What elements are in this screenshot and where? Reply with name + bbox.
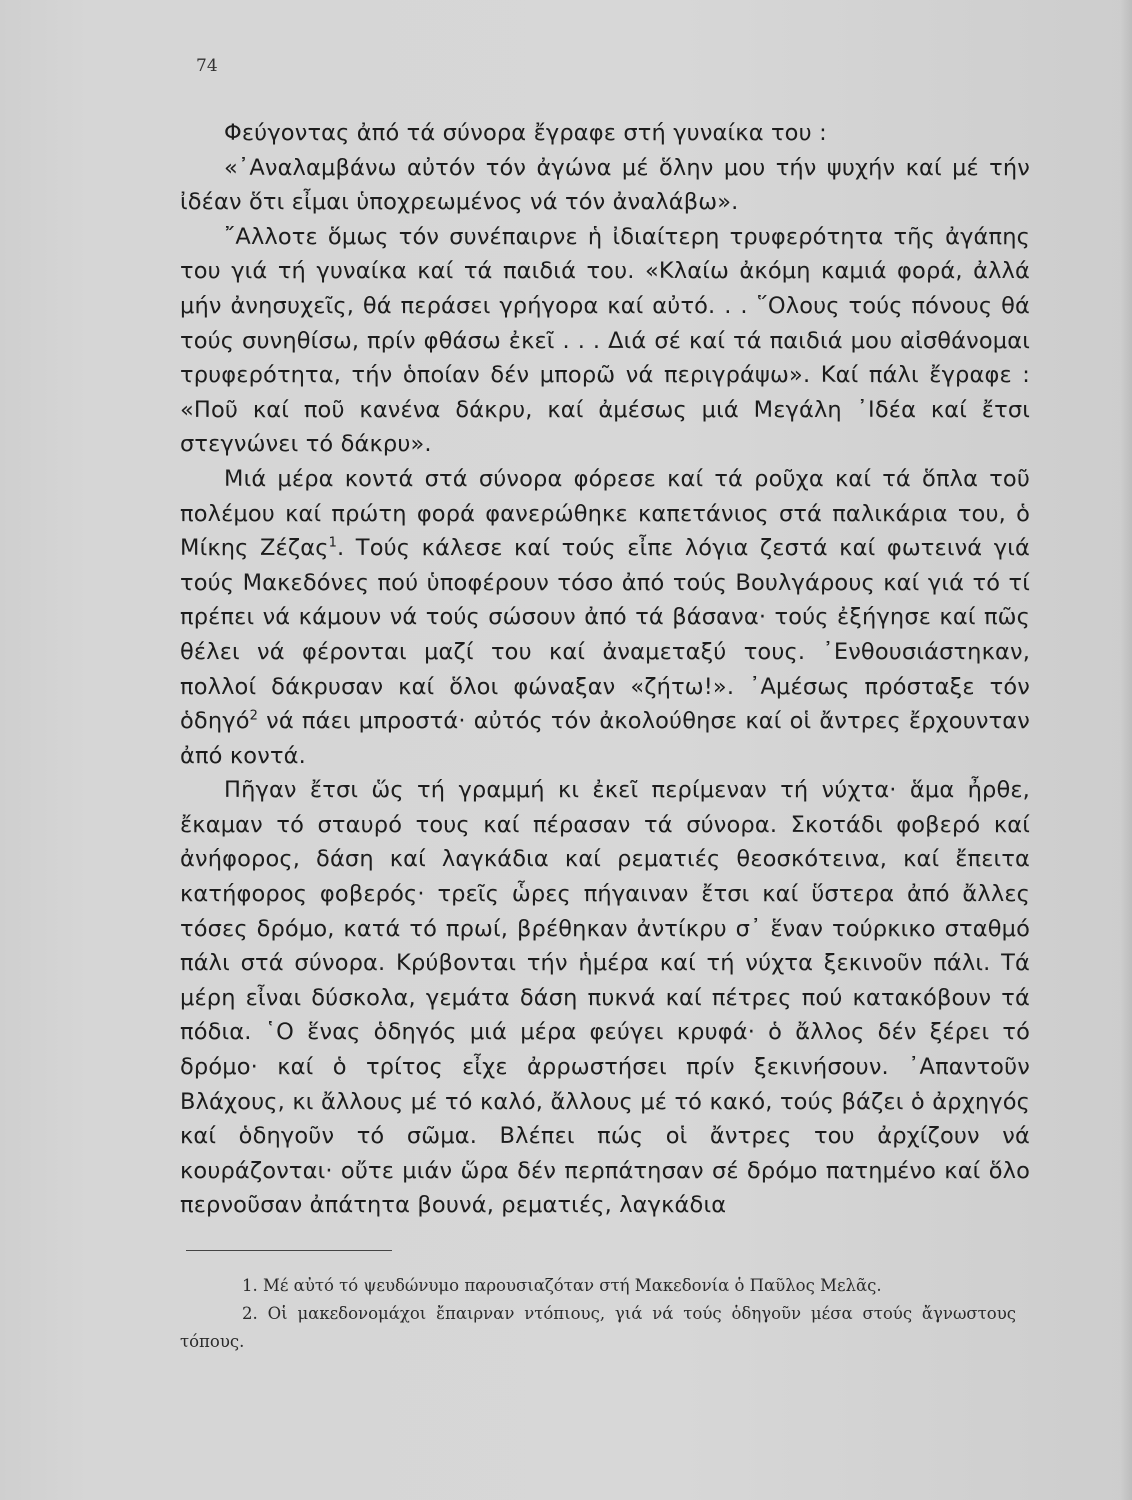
footnote-marker-1: 1 [328,535,338,551]
paragraph-2: «᾿Αναλαμβάνω αὐτόν τόν ἀγώνα μέ ὅλην μου τήν ψυχήν καί μέ τήν ἰδέαν ὅτι εἶμαι ὑποχρεωμένος νά τόν ἀναλάβω». [180,154,1030,216]
paragraph-5: Πῆγαν ἔτσι ὥς τή γραμμή κι ἐκεῖ περίμεναν τή νύχτα· ἅμα ἦρθε, ἔκαμαν τό σταυρό τους καί πέρασαν τά σύνορα. Σκοτάδι φοβερό καί ἀνήφορος, δάση καί λαγκάδια καί ρεματιές θεοσκότεινα, καί ἔπειτα κατήφορος φοβερός· τρεῖς ὧρες πήγαιναν ἔτσι καί ὕστερα ἀπό ἄλλες τόσες δρόμο, κατά τό πρωί, βρέθηκαν ἀντίκρυ σ᾿ ἕναν τούρκικο σταθμό πάλι στά σύνορα. Κρύβονται τήν ἡμέρα καί τή νύχτα ξεκινοῦν πάλι. Τά μέρη εἶναι δύσκολα, γεμάτα δάση πυκνά καί πέτρες πού κατακόβουν τά πόδια. ῾Ο ἕνας ὁδηγός μιά μέρα φεύγει κρυφά· ὁ ἄλλος δέν ξέρει τό δρόμο· καί ὁ τρίτος εἶχε ἀρρωστήσει πρίν ξεκινήσουν. ᾿Απαντοῦν Βλάχους, κι ἄλλους μέ τό καλό, ἄλλους μέ τό κακό, τούς βάζει ὁ ἀρχηγός καί ὁδηγοῦν τό σῶμα. Βλέπει πώς οἱ ἄντρες του ἀρχίζουν νά κουράζονται· οὔτε μιάν ὥρα δέν περπάτησαν σέ δρόμο πατημένο καί ὅλο περνοῦσαν ἀπάτητα βουνά, ρεματιές, λαγκάδια [180,777,1030,1219]
footnotes [180,1272,1016,1356]
paragraph-4-part-3: νά πάει μπροστά· αὐτός τόν ἀκολούθησε καί οἱ ἄντρες ἔρχουνταν ἀπό κοντά. [180,708,1030,769]
page-edge-shadow [1120,0,1132,1500]
paragraph-4-part-2: . Τούς κάλεσε καί τούς εἶπε λόγια ζεστά καί φωτεινά γιά τούς Μακεδόνες πού ὑποφέρουν τόσο ἀπό τούς Βουλγάρους καί γιά τό τί πρέπει νά κάμουν νά τούς σώσουν ἀπό τά βάσανα· τούς ἐξήγησε καί πῶς θέλει νά φέρονται μαζί του καί ἀναμεταξύ τους. ᾿Ενθουσιάστηκαν, πολλοί δάκρυσαν καί ὅλοι φώναξαν «ζήτω!». ᾿Αμέσως πρόσταξε τόν ὁδηγό [180,535,1030,735]
footnote-2: 2. Οἱ μακεδονομάχοι ἔπαιρναν ντόπιους, γιά νά τούς ὁδηγοῦν μέσα στούς ἄγνωστους τόπους. [180,1304,1016,1351]
paragraph-4 [180,462,1030,773]
footnote-marker-2: 2 [249,708,259,724]
footnote-1: 1. Μέ αὐτό τό ψευδώνυμο παρουσιαζόταν στή Μακεδονία ὁ Παῦλος Μελᾶς. [242,1276,882,1295]
paragraph-3: ῎Αλλοτε ὅμως τόν συνέπαιρνε ἡ ἰδιαίτερη τρυφερότητα τῆς ἀγάπης του γιά τή γυναίκα καί τά παιδιά του. «Κλαίω ἀκόμη καμιά φορά, ἀλλά μήν ἀνησυχεῖς, θά περάσει γρήγορα καί αὐτό. . . ῞Ολους τούς πόνους θά τούς συνηθίσω, πρίν φθάσω ἐκεῖ . . . Διά σέ καί τά παιδιά μου αἰσθάνομαι τρυφερότητα, τήν ὁποίαν δέν μπορῶ νά περιγράψω». Καί πάλι ἔγραφε : «Ποῦ καί ποῦ κανένα δάκρυ, καί ἀμέσως μιά Μεγάλη ᾿Ιδέα καί ἔτσι στεγνώνει τό δάκρυ». [180,223,1030,458]
paragraph-1: Φεύγοντας ἀπό τά σύνορα ἔγραφε στή γυναίκα του : [224,120,827,146]
paragraph-4-part-1: Μιά μέρα κοντά στά σύνορα φόρεσε καί τά ροῦχα καί τά ὅπλα τοῦ πολέμου καί πρώτη φορά φανερώθηκε καπετάνιος στά παλικάρια του, ὁ Μίκης Ζέζας [180,465,1030,562]
body-text [180,116,1030,1223]
footnote-divider [186,1250,392,1251]
page-number: 74 [196,56,218,76]
